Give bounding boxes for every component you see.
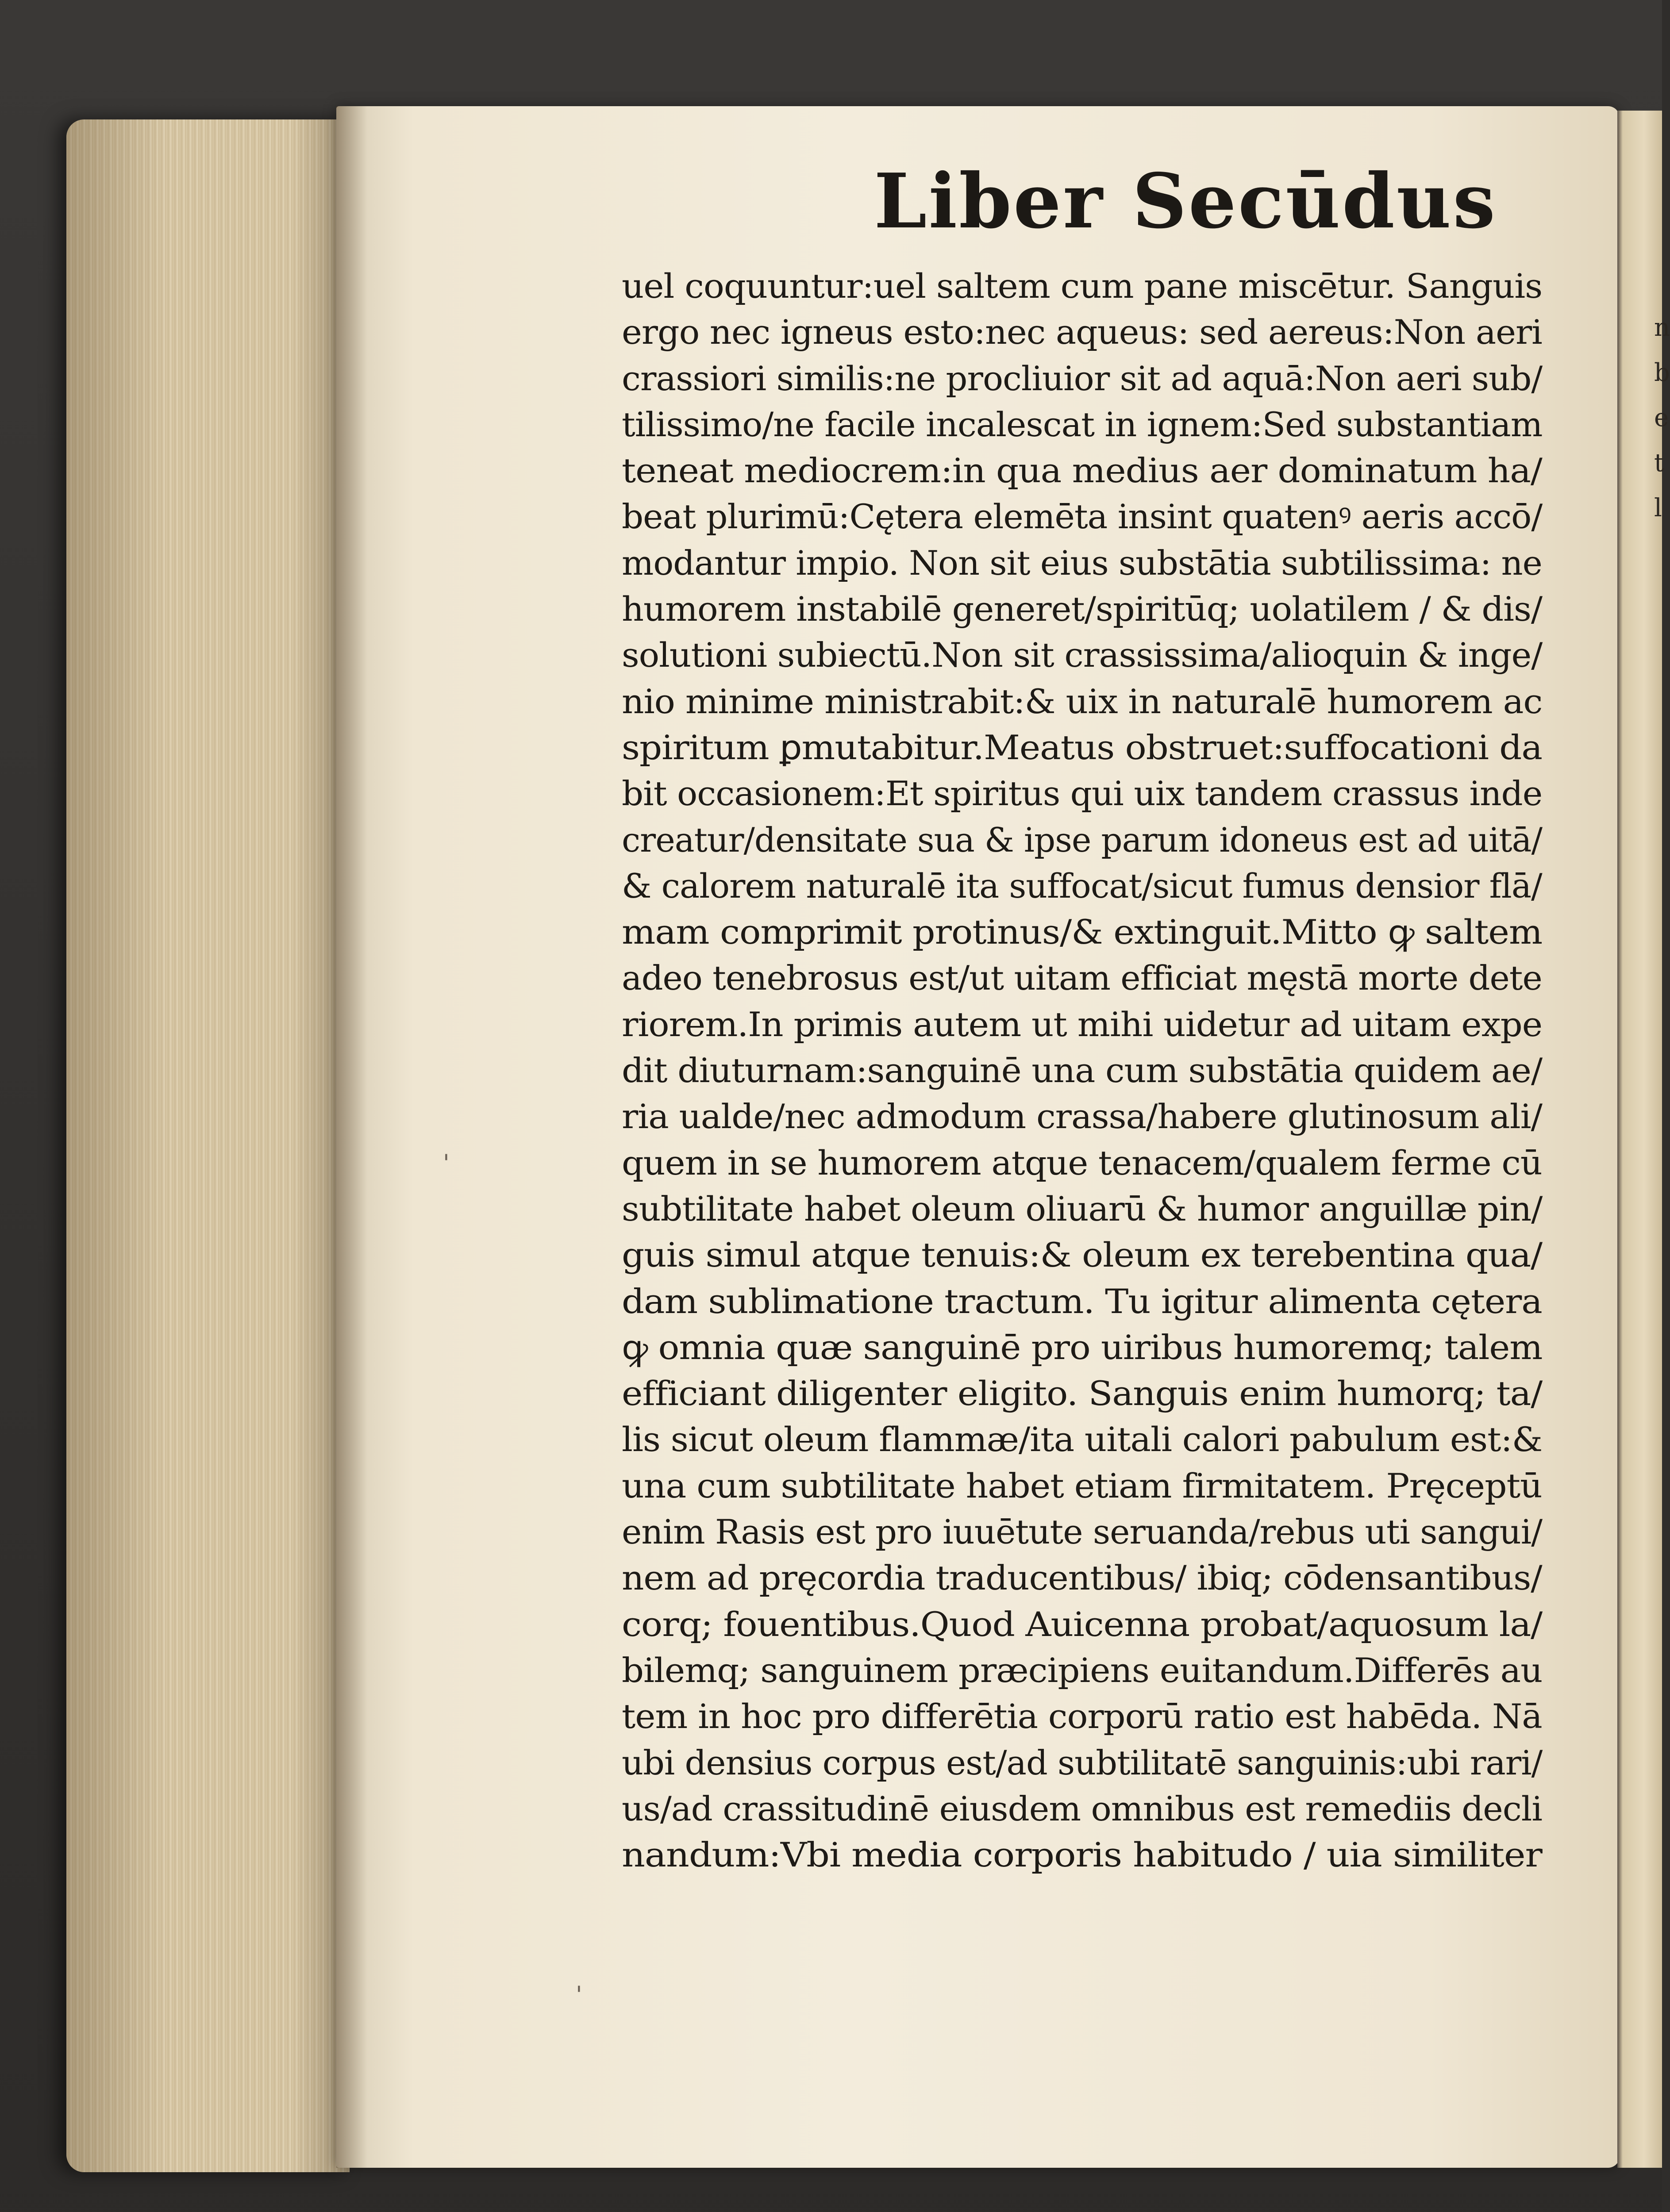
text-line: nandum:Vbi media corporis habitudo / uia similiter [622, 1835, 1542, 1875]
text-line: ria ualde/nec admodum crassa/habere glutinosum ali/ [622, 1097, 1542, 1137]
facing-page-letter: n [1654, 313, 1670, 342]
text-line: nio minime ministrabit:& uix in naturalē humorem ac [622, 681, 1543, 721]
text-line: efficiant diligenter eligito. Sanguis enim humorq; ta/ [622, 1374, 1543, 1413]
text-line: guis simul atque tenuis:& oleum ex terebentina qua/ [622, 1235, 1542, 1275]
text-line: riorem.In primis autem ut mihi uidetur ad uitam expe [622, 1004, 1543, 1044]
text-line: bit occasionem:Et spiritus qui uix tandem crassus inde [622, 774, 1543, 814]
text-line: dit diuturnam:sanguinē una cum substātia quidem ae/ [622, 1051, 1543, 1091]
text-line: ꝙ omnia quæ sanguinē pro uiribus humoremq; talem [622, 1327, 1543, 1367]
text-line: crassiori similis:ne procliuior sit ad aquā:Non aeri sub/ [622, 358, 1543, 398]
facing-page-letter: t [1654, 449, 1664, 477]
text-line: & calorem naturalē ita suffocat/sicut fumus densior flā/ [622, 866, 1542, 906]
text-line: tem in hoc pro differētia corporū ratio est habēda. Nā [622, 1697, 1542, 1736]
text-line: modantur impio. Non sit eius substātia subtilissima: ne [622, 543, 1542, 583]
text-line: teneat mediocrem:in qua medius aer dominatum ha/ [622, 451, 1542, 491]
text-line: creatur/densitate sua & ipse parum idoneus est ad uitā/ [622, 820, 1542, 860]
facing-page-text [1654, 305, 1670, 531]
text-line: dam sublimatione tractum. Tu igitur alimenta cętera [622, 1281, 1542, 1321]
text-line: ubi densius corpus est/ad subtilitatē sanguinis:ubi rari/ [622, 1743, 1543, 1782]
text-line: enim Rasis est pro iuuētute seruanda/rebus uti sangui/ [622, 1512, 1543, 1552]
text-line: ergo nec igneus esto:nec aqueus: sed aereus:Non aeri [622, 312, 1542, 352]
page-edges-shading [66, 119, 350, 2172]
margin-tick-mark: ˌ [575, 1964, 583, 1995]
text-line: subtilitate habet oleum oliuarū & humor anguillæ pin/ [622, 1189, 1543, 1229]
text-line: corq; fouentibus.Quod Auicenna probat/aquosum la/ [622, 1604, 1543, 1644]
text-line: lis sicut oleum flammæ/ita uitali calori pabulum est:& [622, 1420, 1543, 1459]
text-line: spiritum ꝑmutabitur.Meatus obstruet:suffocationi da [622, 727, 1542, 767]
text-line: beat plurimū:Cętera elemēta insint quatenꝰ aeris accō/ [622, 497, 1543, 537]
text-line: una cum subtilitate habet etiam firmitatem. Pręceptū [622, 1466, 1542, 1505]
text-line: quem in se humorem atque tenacem/qualem ferme cū [622, 1143, 1542, 1183]
text-line: nem ad pręcordia traducentibus/ ibiq; cōdensantibus/ [622, 1558, 1542, 1598]
text-line: humorem instabilē generet/spiritūq; uolatilem / & dis/ [622, 589, 1543, 629]
text-line: us/ad crassitudinē eiusdem omnibus est remediis decli [622, 1789, 1542, 1828]
text-line: uel coquuntur:uel saltem cum pane miscētur. Sanguis [622, 266, 1543, 306]
text-line: mam comprimit protinus/& extinguit.Mitto ꝙ saltem [622, 912, 1543, 952]
text-line: bilemq; sanguinem præcipiens euitandum.Differēs au [622, 1650, 1543, 1690]
text-line: solutioni subiectū.Non sit crassissima/alioquin & inge/ [622, 635, 1543, 675]
facing-page-letter: l [1654, 494, 1662, 522]
text-line: adeo tenebrosus est/ut uitam efficiat męstā morte dete [622, 958, 1542, 998]
running-title: Liber Secūdus [874, 157, 1497, 246]
page-gutter-shadow [336, 106, 367, 2168]
facing-page-letter: b [1654, 358, 1670, 387]
body-text [622, 263, 1551, 1878]
facing-page-letter: e [1654, 403, 1669, 432]
text-line: tilissimo/ne facile incalescat in ignem:Sed substantiam [622, 404, 1543, 444]
margin-tick-mark: ˌ [443, 1133, 450, 1164]
